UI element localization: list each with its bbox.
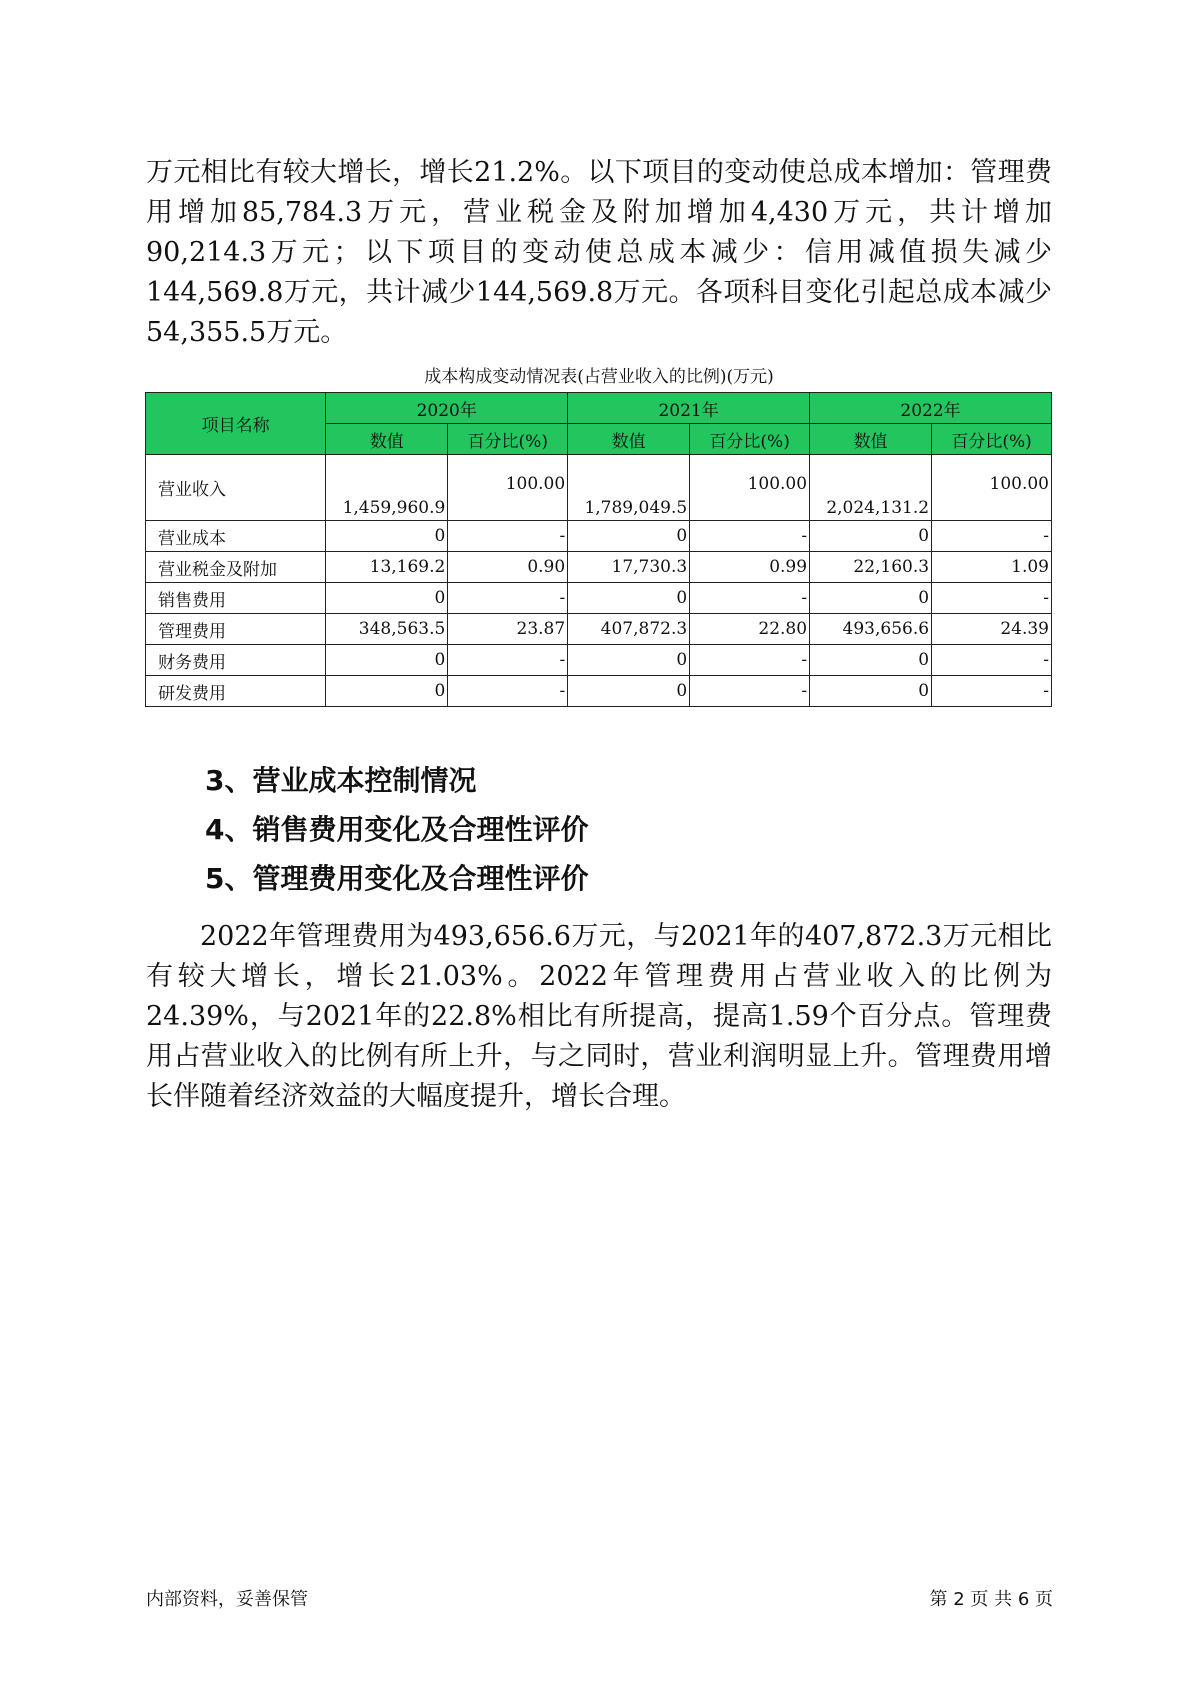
header-value: 数值 <box>810 424 932 455</box>
header-year-2020: 2020年 <box>326 393 568 424</box>
cell-value: 407,872.3 <box>568 614 690 645</box>
cell-value: 0 <box>568 645 690 676</box>
cell-percent: - <box>932 583 1052 614</box>
footer-page-number: 第 2 页 共 6 页 <box>929 1589 1053 1610</box>
footer-confidential-note: 内部资料，妥善保管 <box>146 1589 308 1610</box>
table-row-selling-expense <box>146 583 1052 614</box>
cell-value: 0 <box>326 676 448 707</box>
cell-percent: 100.00 <box>690 455 810 521</box>
paragraph-text: 万元相比有较大增长，增长21.2%。以下项目的变动使总成本增加：管理费用增加85,784.3万元，营业税金及附加增加4,430万元，共计增加90,214.3万元；以下项目的变动使总成本减少：信用减值损失减少144,569.8万元，共计减少144,569.8万元。各项科目变化引起总成本减少54,355.5万元。 <box>146 157 1052 348</box>
cell-value: 0 <box>326 521 448 552</box>
cell-percent: - <box>448 645 568 676</box>
header-year-2021: 2021年 <box>568 393 810 424</box>
cell-value: 22,160.3 <box>810 552 932 583</box>
cell-percent: 100.00 <box>448 455 568 521</box>
section-heading-3: 3、营业成本控制情况 <box>205 764 477 797</box>
table-row-financial-expense <box>146 645 1052 676</box>
table-row-revenue <box>146 455 1052 521</box>
body-paragraph-1 <box>146 153 1052 353</box>
header-value: 数值 <box>326 424 448 455</box>
header-percent: 百分比(%) <box>448 424 568 455</box>
table-row-taxes <box>146 552 1052 583</box>
cell-value: 0 <box>568 676 690 707</box>
cell-value: 493,656.6 <box>810 614 932 645</box>
cell-percent: - <box>690 676 810 707</box>
row-label: 营业收入 <box>146 455 326 521</box>
row-label: 销售费用 <box>146 583 326 614</box>
cell-percent: - <box>932 645 1052 676</box>
cell-value: 1,789,049.5 <box>568 455 690 521</box>
header-percent: 百分比(%) <box>932 424 1052 455</box>
header-item-name: 项目名称 <box>146 393 326 455</box>
table-row-rd-expense <box>146 676 1052 707</box>
cell-value: 348,563.5 <box>326 614 448 645</box>
cell-percent: 100.00 <box>932 455 1052 521</box>
cell-percent: - <box>932 676 1052 707</box>
paragraph-text: 2022年管理费用为493,656.6万元，与2021年的407,872.3万元相比有较大增长，增长21.03%。2022年管理费用占营业收入的比例为24.39%，与2021年的22.8%相比有所提高，提高1.59个百分点。管理费用占营业收入的比例有所上升，与之同时，营业利润明显上升。管理费用增长伴随着经济效益的大幅度提升，增长合理。 <box>146 921 1052 1112</box>
cell-value: 0 <box>810 645 932 676</box>
row-label: 营业税金及附加 <box>146 552 326 583</box>
cell-percent: 1.09 <box>932 552 1052 583</box>
cell-value: 0 <box>326 645 448 676</box>
cell-percent: - <box>448 676 568 707</box>
cell-percent: - <box>690 645 810 676</box>
cell-value: 2,024,131.2 <box>810 455 932 521</box>
cell-value: 0 <box>810 521 932 552</box>
body-paragraph-2 <box>146 917 1052 1117</box>
table-row-operating-cost <box>146 521 1052 552</box>
row-label: 财务费用 <box>146 645 326 676</box>
cell-percent: - <box>448 583 568 614</box>
table-caption: 成本构成变动情况表(占营业收入的比例)(万元) <box>424 367 774 387</box>
cell-value: 13,169.2 <box>326 552 448 583</box>
cell-value: 0 <box>568 521 690 552</box>
cell-percent: 22.80 <box>690 614 810 645</box>
row-label: 管理费用 <box>146 614 326 645</box>
cell-percent: 24.39 <box>932 614 1052 645</box>
row-label: 研发费用 <box>146 676 326 707</box>
cell-value: 0 <box>326 583 448 614</box>
table-header-row-years <box>146 393 1052 424</box>
header-year-2022: 2022年 <box>810 393 1052 424</box>
cell-percent: 0.90 <box>448 552 568 583</box>
cell-value: 17,730.3 <box>568 552 690 583</box>
table-row-admin-expense <box>146 614 1052 645</box>
cell-value: 1,459,960.9 <box>326 455 448 521</box>
cell-percent: 0.99 <box>690 552 810 583</box>
cell-percent: - <box>932 521 1052 552</box>
cell-percent: - <box>448 521 568 552</box>
cell-value: 0 <box>810 583 932 614</box>
row-label: 营业成本 <box>146 521 326 552</box>
header-percent: 百分比(%) <box>690 424 810 455</box>
cell-percent: - <box>690 521 810 552</box>
cell-percent: - <box>690 583 810 614</box>
cell-percent: 23.87 <box>448 614 568 645</box>
cost-structure-table <box>145 392 1052 707</box>
header-value: 数值 <box>568 424 690 455</box>
cell-value: 0 <box>568 583 690 614</box>
section-heading-5: 5、管理费用变化及合理性评价 <box>205 862 589 895</box>
section-heading-4: 4、销售费用变化及合理性评价 <box>205 813 589 846</box>
cell-value: 0 <box>810 676 932 707</box>
